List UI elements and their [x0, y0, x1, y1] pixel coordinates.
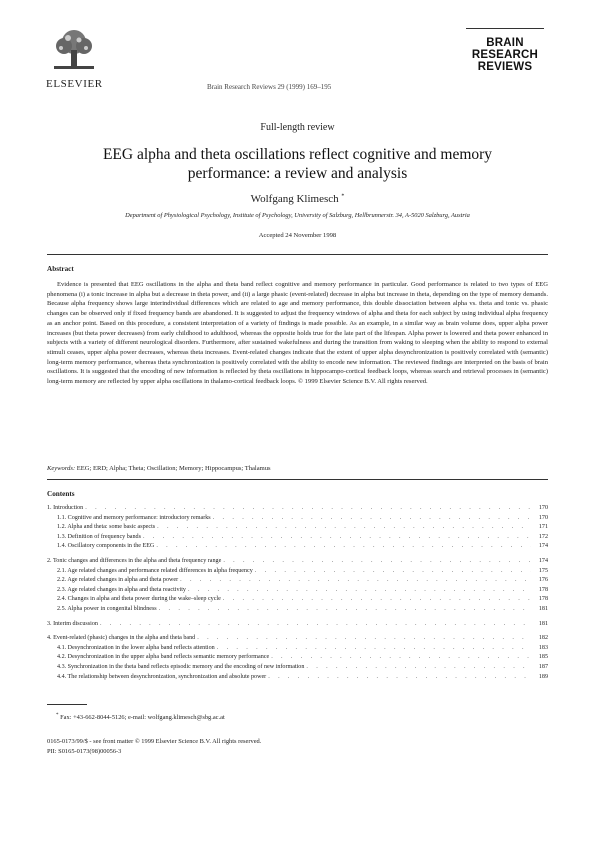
- footnote-divider: [47, 704, 87, 705]
- toc-subsection-entry[interactable]: [47, 534, 548, 544]
- toc-leader-dots: [156, 543, 531, 549]
- article-title: [0, 145, 595, 183]
- toc-page-number: 171: [538, 524, 548, 531]
- legal-info: [47, 737, 261, 756]
- toc-subsection-entry[interactable]: [47, 577, 548, 587]
- journal-citation: Brain Research Reviews 29 (1999) 169–195: [207, 83, 332, 91]
- toc-entry-title: 1.1. Cognitive and memory performance: introductory remarks: [57, 514, 211, 521]
- article-type: Full-length review: [260, 122, 335, 133]
- toc-leader-dots: [306, 664, 531, 670]
- toc-section-entry[interactable]: [47, 635, 548, 645]
- divider: [47, 254, 548, 255]
- toc-entry-title: 2.3. Age related changes in alpha and theta reactivity: [57, 586, 186, 593]
- toc-section-entry[interactable]: [47, 505, 548, 515]
- abstract-heading: Abstract: [47, 265, 74, 273]
- toc-page-number: 175: [538, 567, 548, 574]
- toc-entry-title: 1. Introduction: [47, 505, 84, 511]
- toc-page-number: 178: [538, 596, 548, 603]
- toc-leader-dots: [223, 558, 531, 564]
- toc-entry-title: 2.2. Age related changes in alpha and theta power: [57, 577, 179, 584]
- toc-subsection-entry[interactable]: [47, 664, 548, 674]
- toc-subsection-entry[interactable]: [47, 543, 548, 553]
- toc-leader-dots: [271, 654, 531, 660]
- toc-leader-dots: [159, 606, 531, 612]
- toc-page-number: 170: [538, 514, 548, 521]
- keywords: [47, 465, 271, 472]
- footnote-mark: *: [56, 713, 59, 718]
- toc-subsection-entry[interactable]: [47, 587, 548, 597]
- journal-logo-line: RESEARCH: [471, 49, 539, 61]
- toc-leader-dots: [180, 577, 531, 583]
- author-name: Wolfgang Klimesch: [250, 193, 339, 205]
- toc-leader-dots: [255, 568, 531, 574]
- toc-section: [47, 558, 548, 616]
- author: [0, 193, 595, 205]
- title-line: EEG alpha and theta oscillations reflect cognitive and memory: [102, 146, 493, 163]
- toc-subsection-entry[interactable]: [47, 654, 548, 664]
- toc-page-number: 181: [538, 620, 548, 627]
- toc-entry-title: 1.4. Oscillatory components in the EEG: [57, 543, 155, 550]
- toc-entry-title: 4.1. Desynchronization in the lower alpha band reflects attention: [57, 644, 215, 651]
- toc-subsection-entry[interactable]: [47, 674, 548, 684]
- journal-logo-line: REVIEWS: [477, 61, 533, 73]
- toc-page-number: 176: [538, 577, 548, 584]
- toc-section: [47, 635, 548, 683]
- toc-page-number: 174: [538, 557, 548, 564]
- toc-leader-dots: [143, 534, 531, 540]
- elsevier-tree-logo: [46, 28, 102, 74]
- toc-page-number: 181: [538, 605, 548, 612]
- toc-subsection-entry[interactable]: [47, 524, 548, 534]
- journal-logo: [466, 28, 544, 97]
- copyright-line: 0165-0173/99/$ - see front matter © 1999 Elsevier Science B.V. All rights reserved.: [47, 738, 262, 745]
- toc-section: [47, 505, 548, 553]
- toc-page-number: 182: [538, 635, 548, 642]
- toc-entry-title: 4.4. The relationship between desynchronization, synchronization and absolute power: [57, 673, 267, 680]
- toc-page-number: 187: [538, 663, 548, 670]
- toc-entry-title: 1.2. Alpha and theta: some basic aspects: [57, 524, 156, 531]
- publisher-name: ELSEVIER: [46, 78, 103, 90]
- toc-leader-dots: [188, 587, 531, 593]
- toc-leader-dots: [157, 524, 531, 530]
- toc-entry-title: 2.5. Alpha power in congenital blindness: [57, 605, 157, 612]
- toc-leader-dots: [223, 596, 531, 602]
- contents-heading: Contents: [47, 490, 75, 498]
- toc-entry-title: 4.3. Synchronization in the theta band reflects episodic memory and the encoding of new information: [57, 663, 305, 670]
- abstract-text: Evidence is presented that EEG oscillations in the alpha and theta band reflect cognitive and memory performance in particular. Good performance is related to two types of EEG phenomena (i) a tonic increase in alpha but a decrease in theta power, and (ii) a large phasic (event-related) decrease in alpha but increase in theta, depending on the type of memory demands. Because alpha frequency shows large interindividual differences which are related to age and memory performance, this double dissociation between alpha vs. theta and tonic vs. phasic changes can be observed only if fixed frequency bands are abandoned. It is suggested to adjust the frequency windows of alpha and theta for each subject by using individual alpha frequency as an anchor point. Based on this procedure, a consistent interpretation of a variety of findings is made possible. As an example, in a similar way as brain volume does, upper alpha power increases (but theta power decreases) from early childhood to adulthood, whereas the opposite holds true for the late part of the lifespan. Alpha power is lowered and theta power enhanced in subjects with a variety of different neurological disorders. Furthermore, after sustained wakefulness and during the transition from waking to sleeping when the ability to respond to external stimuli ceases, upper alpha power decreases, whereas theta increases. Event-related changes indicate that the extent of upper alpha desynchronization is positively correlated with (semantic) long-term memory performance, whereas theta synchronization is positively correlated with the ability to encode new information. The reviewed findings are interpreted on the basis of brain oscillations. It is suggested that the encoding of new information is reflected by theta oscillations in hippocampo-cortical feedback loops, whereas search and retrieval processes in (semantic) long-term memory are reflected by upper alpha oscillations in thalamo-cortical feedback loops. © 1999 Elsevier Science B.V. All rights reserved.: [47, 281, 548, 386]
- toc-leader-dots: [213, 515, 531, 521]
- toc-entry-title: 2.1. Age related changes and performance related differences in alpha frequency: [57, 567, 253, 574]
- toc-leader-dots: [100, 621, 531, 627]
- toc-subsection-entry[interactable]: [47, 515, 548, 525]
- divider: [47, 479, 548, 480]
- toc-entry-title: 2. Tonic changes and differences in the alpha and theta frequency range: [47, 557, 222, 564]
- toc-entry-title: 4. Event-related (phasic) changes in the alpha and theta band: [47, 635, 196, 642]
- affiliation: Department of Physiological Psychology, Institute of Psychology, University of Salzburg, Hellbrunnerstr. 34, A-5020 Salzburg, Austria: [125, 212, 470, 219]
- toc-leader-dots: [197, 635, 531, 641]
- toc-page-number: 172: [538, 533, 548, 540]
- toc-subsection-entry[interactable]: [47, 596, 548, 606]
- toc-leader-dots: [217, 645, 531, 651]
- journal-logo-line: BRAIN: [486, 37, 524, 49]
- toc-section-entry[interactable]: [47, 621, 548, 631]
- toc-page-number: 185: [538, 654, 548, 661]
- toc-entry-title: 2.4. Changes in alpha and theta power during the wake–sleep cycle: [57, 596, 221, 603]
- toc-entry-title: 1.3. Definition of frequency bands: [57, 533, 141, 540]
- toc-page-number: 189: [538, 673, 548, 680]
- toc-section: [47, 621, 548, 631]
- toc-page-number: 174: [538, 543, 548, 550]
- toc-page-number: 183: [538, 644, 548, 651]
- toc-entry-title: 3. Interim discussion: [47, 620, 98, 627]
- toc-subsection-entry[interactable]: [47, 568, 548, 578]
- toc-entry-title: 4.2. Desynchronization in the upper alpha band reflects semantic memory performance: [57, 654, 270, 661]
- keywords-label: Keywords:: [47, 465, 76, 472]
- accepted-date: Accepted 24 November 1998: [258, 232, 337, 239]
- toc-section-entry[interactable]: [47, 558, 548, 568]
- footnote: [56, 713, 225, 721]
- author-footnote-mark: *: [341, 193, 345, 200]
- title-line: performance: a review and analysis: [187, 165, 408, 182]
- keywords-list: EEG; ERD; Alpha; Theta; Oscillation; Memory; Hippocampus; Thalamus: [76, 465, 271, 472]
- toc-page-number: 170: [538, 505, 548, 511]
- table-of-contents: [47, 505, 548, 688]
- toc-leader-dots: [268, 674, 531, 680]
- toc-leader-dots: [85, 505, 531, 511]
- pii-line: PII: S0165-0173(98)00056-3: [47, 747, 122, 755]
- toc-subsection-entry[interactable]: [47, 645, 548, 655]
- toc-page-number: 178: [538, 586, 548, 593]
- toc-subsection-entry[interactable]: [47, 606, 548, 616]
- footnote-text: Fax: +43-662-8044-5126; e-mail: wolfgang.klimesch@sbg.ac.at: [60, 714, 225, 722]
